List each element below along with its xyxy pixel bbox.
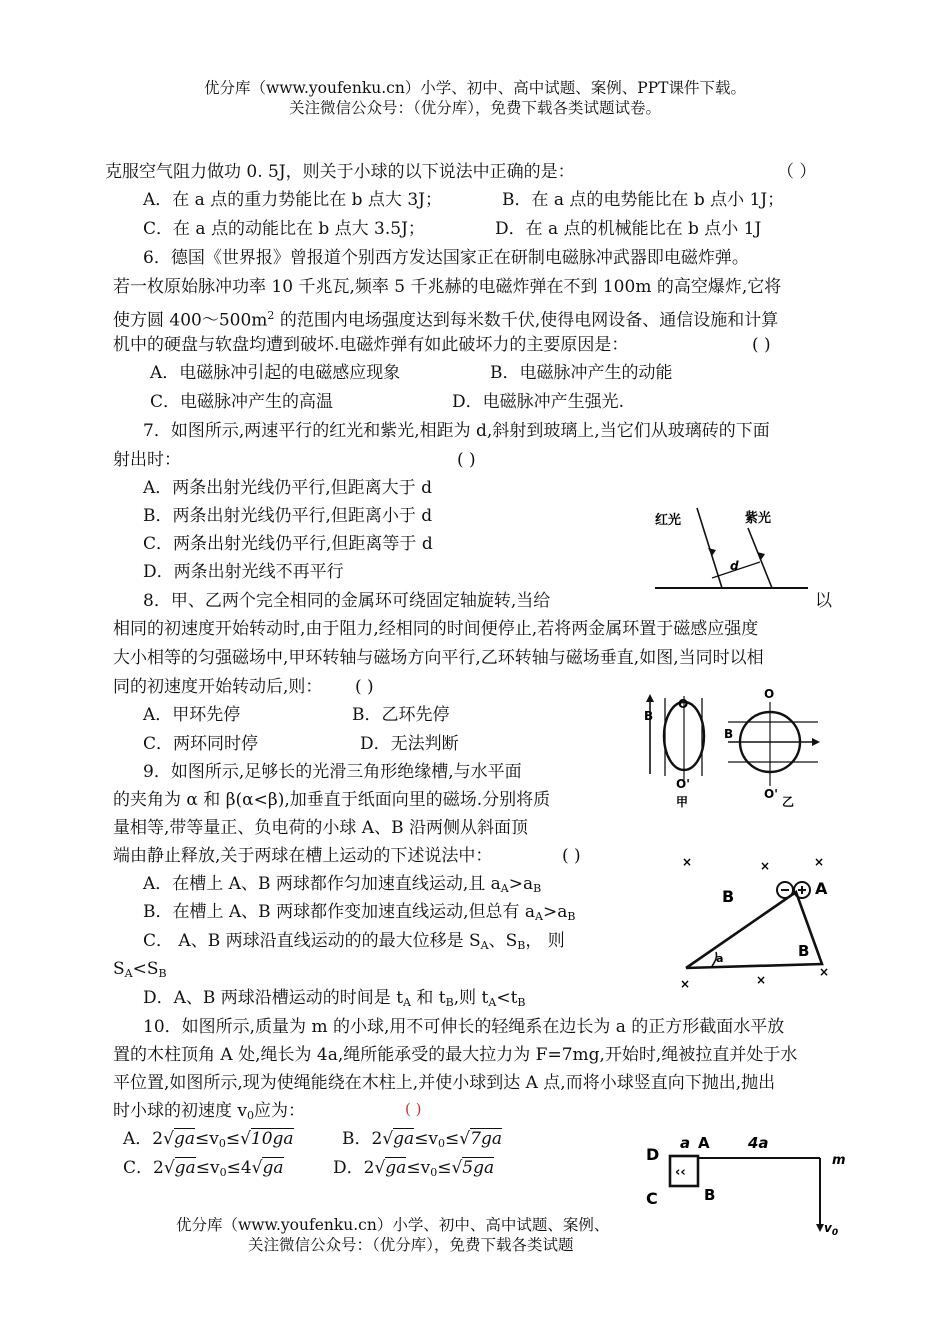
q6-line-2: 若一枚原始脉冲功率 10 千兆瓦,频率 5 千兆赫的电磁炸弹在不到 100m 的高空爆炸,它将	[113, 277, 782, 297]
o-prime-label-yi: O'	[764, 787, 778, 801]
q7-line-1: 7．如图所示,两速平行的红光和紫光,相距为 d,斜射到玻璃上,当它们从玻璃砖的下面	[143, 421, 770, 441]
q7-option-a: A．两条出射光线仍平行,但距离大于 d	[143, 478, 432, 498]
q9-option-d: D．A、B 两球沿槽运动的时间是 $t_A$ 和 $t_B$,则 $t_A<t_B$	[143, 988, 526, 1009]
q6-option-b: B．电磁脉冲产生的动能	[490, 363, 673, 383]
q5-option-a: A．在 a 点的重力势能比在 b 点大 3J；	[143, 190, 442, 210]
header-line-2: 关注微信公众号：（优分库），免费下载各类试题试卷。	[288, 99, 661, 117]
q7-option-b: B．两条出射光线仍平行,但距离小于 d	[143, 506, 433, 526]
q10-answer-bracket: ( )	[405, 1100, 422, 1118]
ball-b-label: B	[722, 887, 735, 906]
footer-line-1: 优分库（www.youfenku.cn）小学、初中、高中试题、案例、	[176, 1216, 610, 1234]
o-prime-label-jia: O'	[676, 777, 690, 791]
q9-option-a: A．在槽上 A、B 两球都作匀加速直线运动,且 $a_A>a_B$	[143, 874, 542, 895]
q10-line-2: 置的木柱顶角 A 处,绳长为 4a,绳所能承受的最大拉力为 F=7mg,开始时,绳被拉直并处于水	[113, 1045, 798, 1065]
side-a-label: a	[680, 1134, 691, 1152]
q9-line-4: 端由静止释放,关于两球在槽上运动的下述说法中：	[113, 846, 493, 866]
field-x-2: ×	[760, 859, 771, 873]
violet-light-label: 紫光	[745, 511, 772, 526]
q8-rings-figure	[640, 686, 825, 814]
q10-line-4: 时小球的初速度 $v_0$应为：	[113, 1101, 306, 1122]
corner-b-label: B	[704, 1186, 716, 1204]
field-x-6: ×	[819, 965, 830, 979]
q9-line-1: 9．如图所示,足够长的光滑三角形绝缘槽,与水平面	[143, 762, 522, 782]
corner-a-label: A	[698, 1134, 710, 1152]
o-label-yi: O	[764, 687, 775, 701]
b-label-yi: B	[724, 727, 734, 741]
footer-line-2: 关注微信公众号：（优分库），免费下载各类试题	[248, 1236, 574, 1254]
q8-line-4: 同的初速度开始转动后,则：	[113, 677, 323, 697]
mass-label: m	[832, 1153, 846, 1168]
rope-length-label: 4a	[748, 1134, 769, 1152]
q8-line-1b: 以	[815, 591, 832, 611]
field-x-5: ×	[756, 973, 767, 987]
q7-option-c: C．两条出射光线仍平行,但距离等于 d	[143, 534, 433, 554]
q8-line-1a: 8．甲、乙两个完全相同的金属环可绕固定轴旋转,当给	[143, 591, 551, 611]
q9-line-3: 量相等,带等量正、负电荷的小球 A、B 沿两侧从斜面顶	[113, 818, 528, 838]
q6-option-d: D．电磁脉冲产生强光.	[452, 392, 625, 412]
corner-d-label: D	[646, 1145, 660, 1164]
field-x-4: ×	[680, 977, 691, 991]
q10-pillar-figure	[640, 1128, 850, 1240]
d-label: d	[730, 559, 739, 573]
q9-option-c: C． A、B 两球沿直线运动的的最大位移是 $S_A$、$S_B$， 则	[143, 931, 565, 952]
q9-option-c-cont: $S_A<S_B$	[113, 959, 167, 980]
pillar-hatch: ‹‹	[675, 1165, 686, 1180]
q6-answer-bracket: ( )	[752, 335, 771, 355]
v0-arrow	[816, 1224, 824, 1232]
q5-answer-bracket: （ ）	[777, 162, 817, 182]
q6-line-3: 使方圆 $400\sim 500m^2$ 的范围内电场强度达到每米数千伏,使得电网设备、通信设施和计算	[113, 309, 779, 331]
b-arrow-yi	[812, 738, 820, 746]
ball-a-label: A	[815, 879, 828, 898]
q6-line-4: 机中的硬盘与软盘均遭到破坏.电磁炸弹有如此破坏力的主要原因是：	[113, 335, 629, 355]
q8-line-3: 大小相等的匀强磁场中,甲环转轴与磁场方向平行,乙环转轴与磁场垂直,如图,当同时以相	[113, 648, 764, 668]
q8-line-2: 相同的初速度开始转动时,由于阻力,经相同的时间便停止,若将两金属环置于磁感应强度	[113, 619, 759, 639]
q8-option-b: B．乙环先停	[352, 705, 450, 725]
red-ray-arrow	[708, 548, 716, 556]
q8-answer-bracket: ( )	[355, 677, 374, 697]
q8-option-a: A．甲环先停	[143, 705, 241, 725]
q7-answer-bracket: ( )	[457, 450, 476, 470]
q9-line-2: 的夹角为 α 和 β(α<β),加垂直于纸面向里的磁场.分别将质	[113, 790, 551, 810]
q9-option-b: B．在槽上 A、B 两球都作变加速直线运动,但总有 $a_A>a_B$	[143, 902, 576, 923]
q9-answer-bracket: ( )	[562, 846, 581, 866]
q6-line-1: 6．德国《世界报》曾报道个别西方发达国家正在研制电磁脉冲武器即电磁炸弹。	[143, 248, 749, 268]
b-arrow-jia	[646, 694, 654, 702]
field-x-3: ×	[814, 855, 825, 869]
q5-stem: 克服空气阻力做功 0. 5J，则关于小球的以下说法中正确的是：	[105, 162, 575, 182]
q10-option-c: C．$2√ga\le v_0\le 4√ga$	[123, 1158, 284, 1179]
corner-c-label: C	[646, 1189, 658, 1208]
yi-label: 乙	[782, 795, 795, 809]
q5-option-b: B．在 a 点的电势能比在 b 点小 1J；	[502, 190, 785, 210]
q10-option-a: A．$2√ga\le v_0\le√10ga$	[123, 1129, 294, 1150]
q10-option-b: B．$2√ga\le v_0\le√7ga$	[342, 1129, 502, 1150]
q6-option-a: A．电磁脉冲引起的电磁感应现象	[150, 363, 401, 383]
header-line-1: 优分库（www.youfenku.cn）小学、初中、高中试题、案例、PPT课件下载。	[203, 79, 747, 97]
q10-line-1: 10．如图所示,质量为 m 的小球,用不可伸长的轻绳系在边长为 a 的正方形截面水平放	[143, 1017, 785, 1037]
q10-line-3: 平位置,如图所示,现为使绳能绕在木柱上,并使小球到达 A 点,而将小球竖直向下抛出,抛出	[113, 1073, 776, 1093]
q5-option-d: D．在 a 点的机械能比在 b 点小 1J	[495, 219, 762, 239]
beta-label: B	[798, 942, 810, 960]
q8-option-d: D．无法判断	[360, 734, 459, 754]
q6-option-c: C．电磁脉冲产生的高温	[150, 392, 334, 412]
q5-option-c: C．在 a 点的动能比在 b 点大 3.5J；	[143, 219, 425, 239]
red-light-label: 红光	[655, 513, 682, 528]
o-label-jia: O	[678, 697, 689, 711]
q7-option-d: D．两条出射光线不再平行	[143, 562, 344, 582]
q10-option-d: D．$2√ga\le v_0\le√5ga$	[333, 1158, 495, 1179]
v0-label: $v_0$	[824, 1221, 839, 1238]
jia-label: 甲	[676, 795, 689, 809]
q9-triangle-figure	[672, 852, 844, 992]
q8-option-c: C．两环同时停	[143, 734, 259, 754]
field-x-1: ×	[682, 855, 693, 869]
alpha-label: a	[716, 952, 724, 965]
b-label-jia: B	[644, 709, 654, 723]
q7-line-2: 射出时：	[113, 450, 181, 470]
q7-light-figure	[650, 500, 810, 595]
violet-ray-arrow	[757, 552, 765, 560]
